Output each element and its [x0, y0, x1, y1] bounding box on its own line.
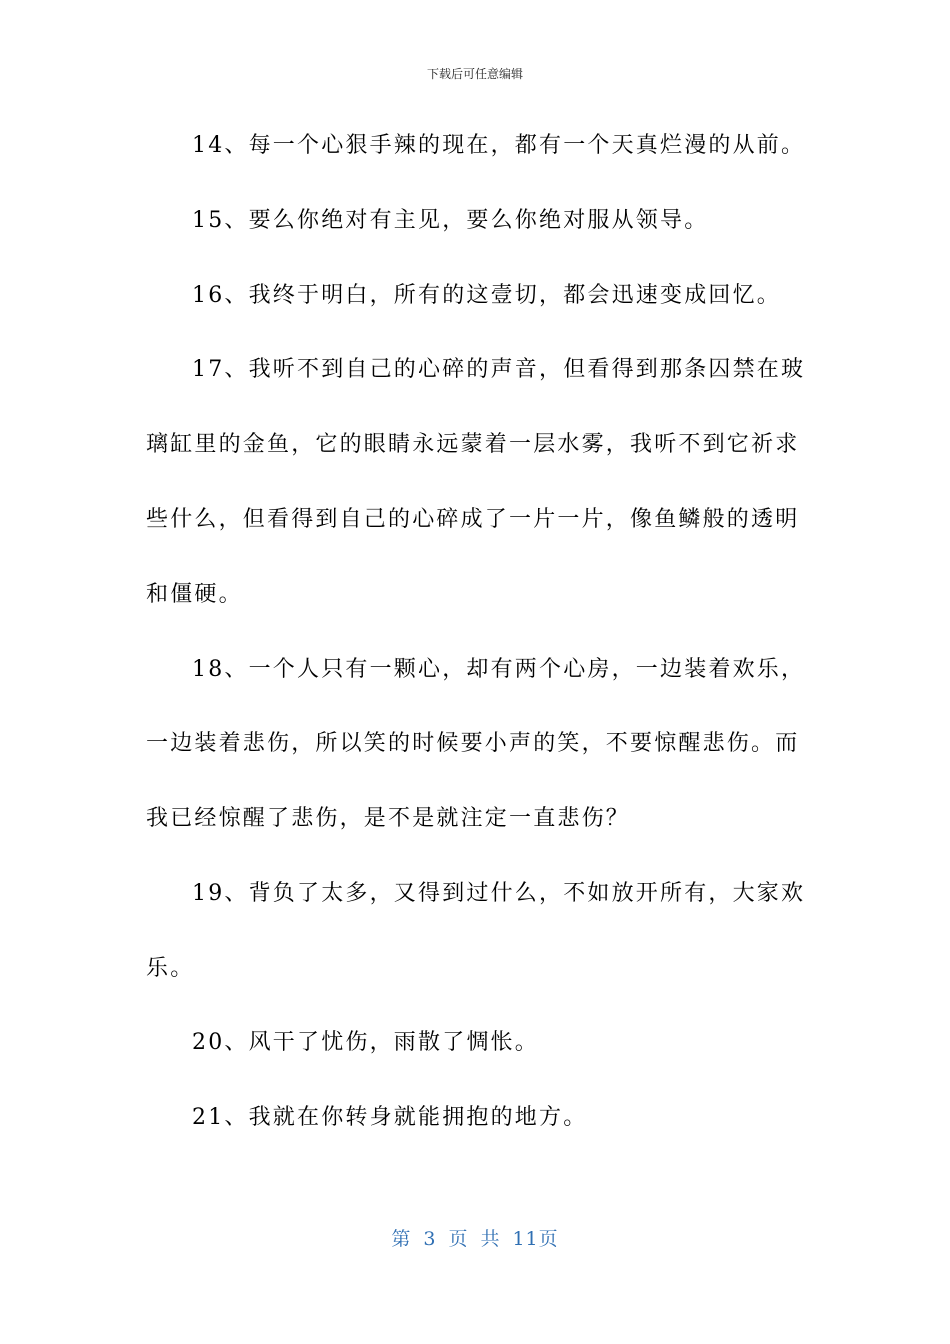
paragraph-20: 20、风干了忧伤，雨散了惆怅。 [192, 1030, 539, 1055]
paragraph-17-line-2: 璃缸里的金鱼，它的眼睛永远蒙着一层水雾，我听不到它祈求 [146, 432, 800, 457]
paragraph-17-line-3: 些什么，但看得到自己的心碎成了一片一片，像鱼鳞般的透明 [146, 507, 800, 532]
current-page-number: 3 [423, 1228, 437, 1250]
paragraph-17-line-1: 17、我听不到自己的心碎的声音，但看得到那条囚禁在玻 [192, 357, 806, 382]
total-pages: 11页 [512, 1228, 559, 1250]
paragraph-19-line-2: 乐。 [146, 956, 195, 981]
header-note: 下载后可任意编辑 [426, 67, 523, 81]
total-label: 共 [480, 1228, 501, 1250]
paragraph-17-line-4: 和僵硬。 [146, 582, 243, 607]
paragraph-19-line-1: 19、背负了太多，又得到过什么，不如放开所有，大家欢 [192, 881, 806, 906]
paragraph-18-line-2: 一边装着悲伤，所以笑的时候要小声的笑，不要惊醒悲伤。而 [146, 731, 800, 756]
paragraph-14: 14、每一个心狠手辣的现在，都有一个天真烂漫的从前。 [192, 133, 806, 158]
paragraph-16: 16、我终于明白，所有的这壹切，都会迅速变成回忆。 [192, 283, 781, 308]
page-label-suffix: 页 [448, 1228, 469, 1250]
paragraph-21: 21、我就在你转身就能拥抱的地方。 [192, 1105, 588, 1130]
paragraph-18-line-1: 18、一个人只有一颗心，却有两个心房，一边装着欢乐， [192, 657, 806, 682]
page-label-prefix: 第 [391, 1228, 412, 1250]
paragraph-15: 15、要么你绝对有主见，要么你绝对服从领导。 [192, 208, 709, 233]
paragraph-18-line-3: 我已经惊醒了悲伤，是不是就注定一直悲伤？ [146, 806, 631, 831]
page-footer [0, 1226, 950, 1252]
